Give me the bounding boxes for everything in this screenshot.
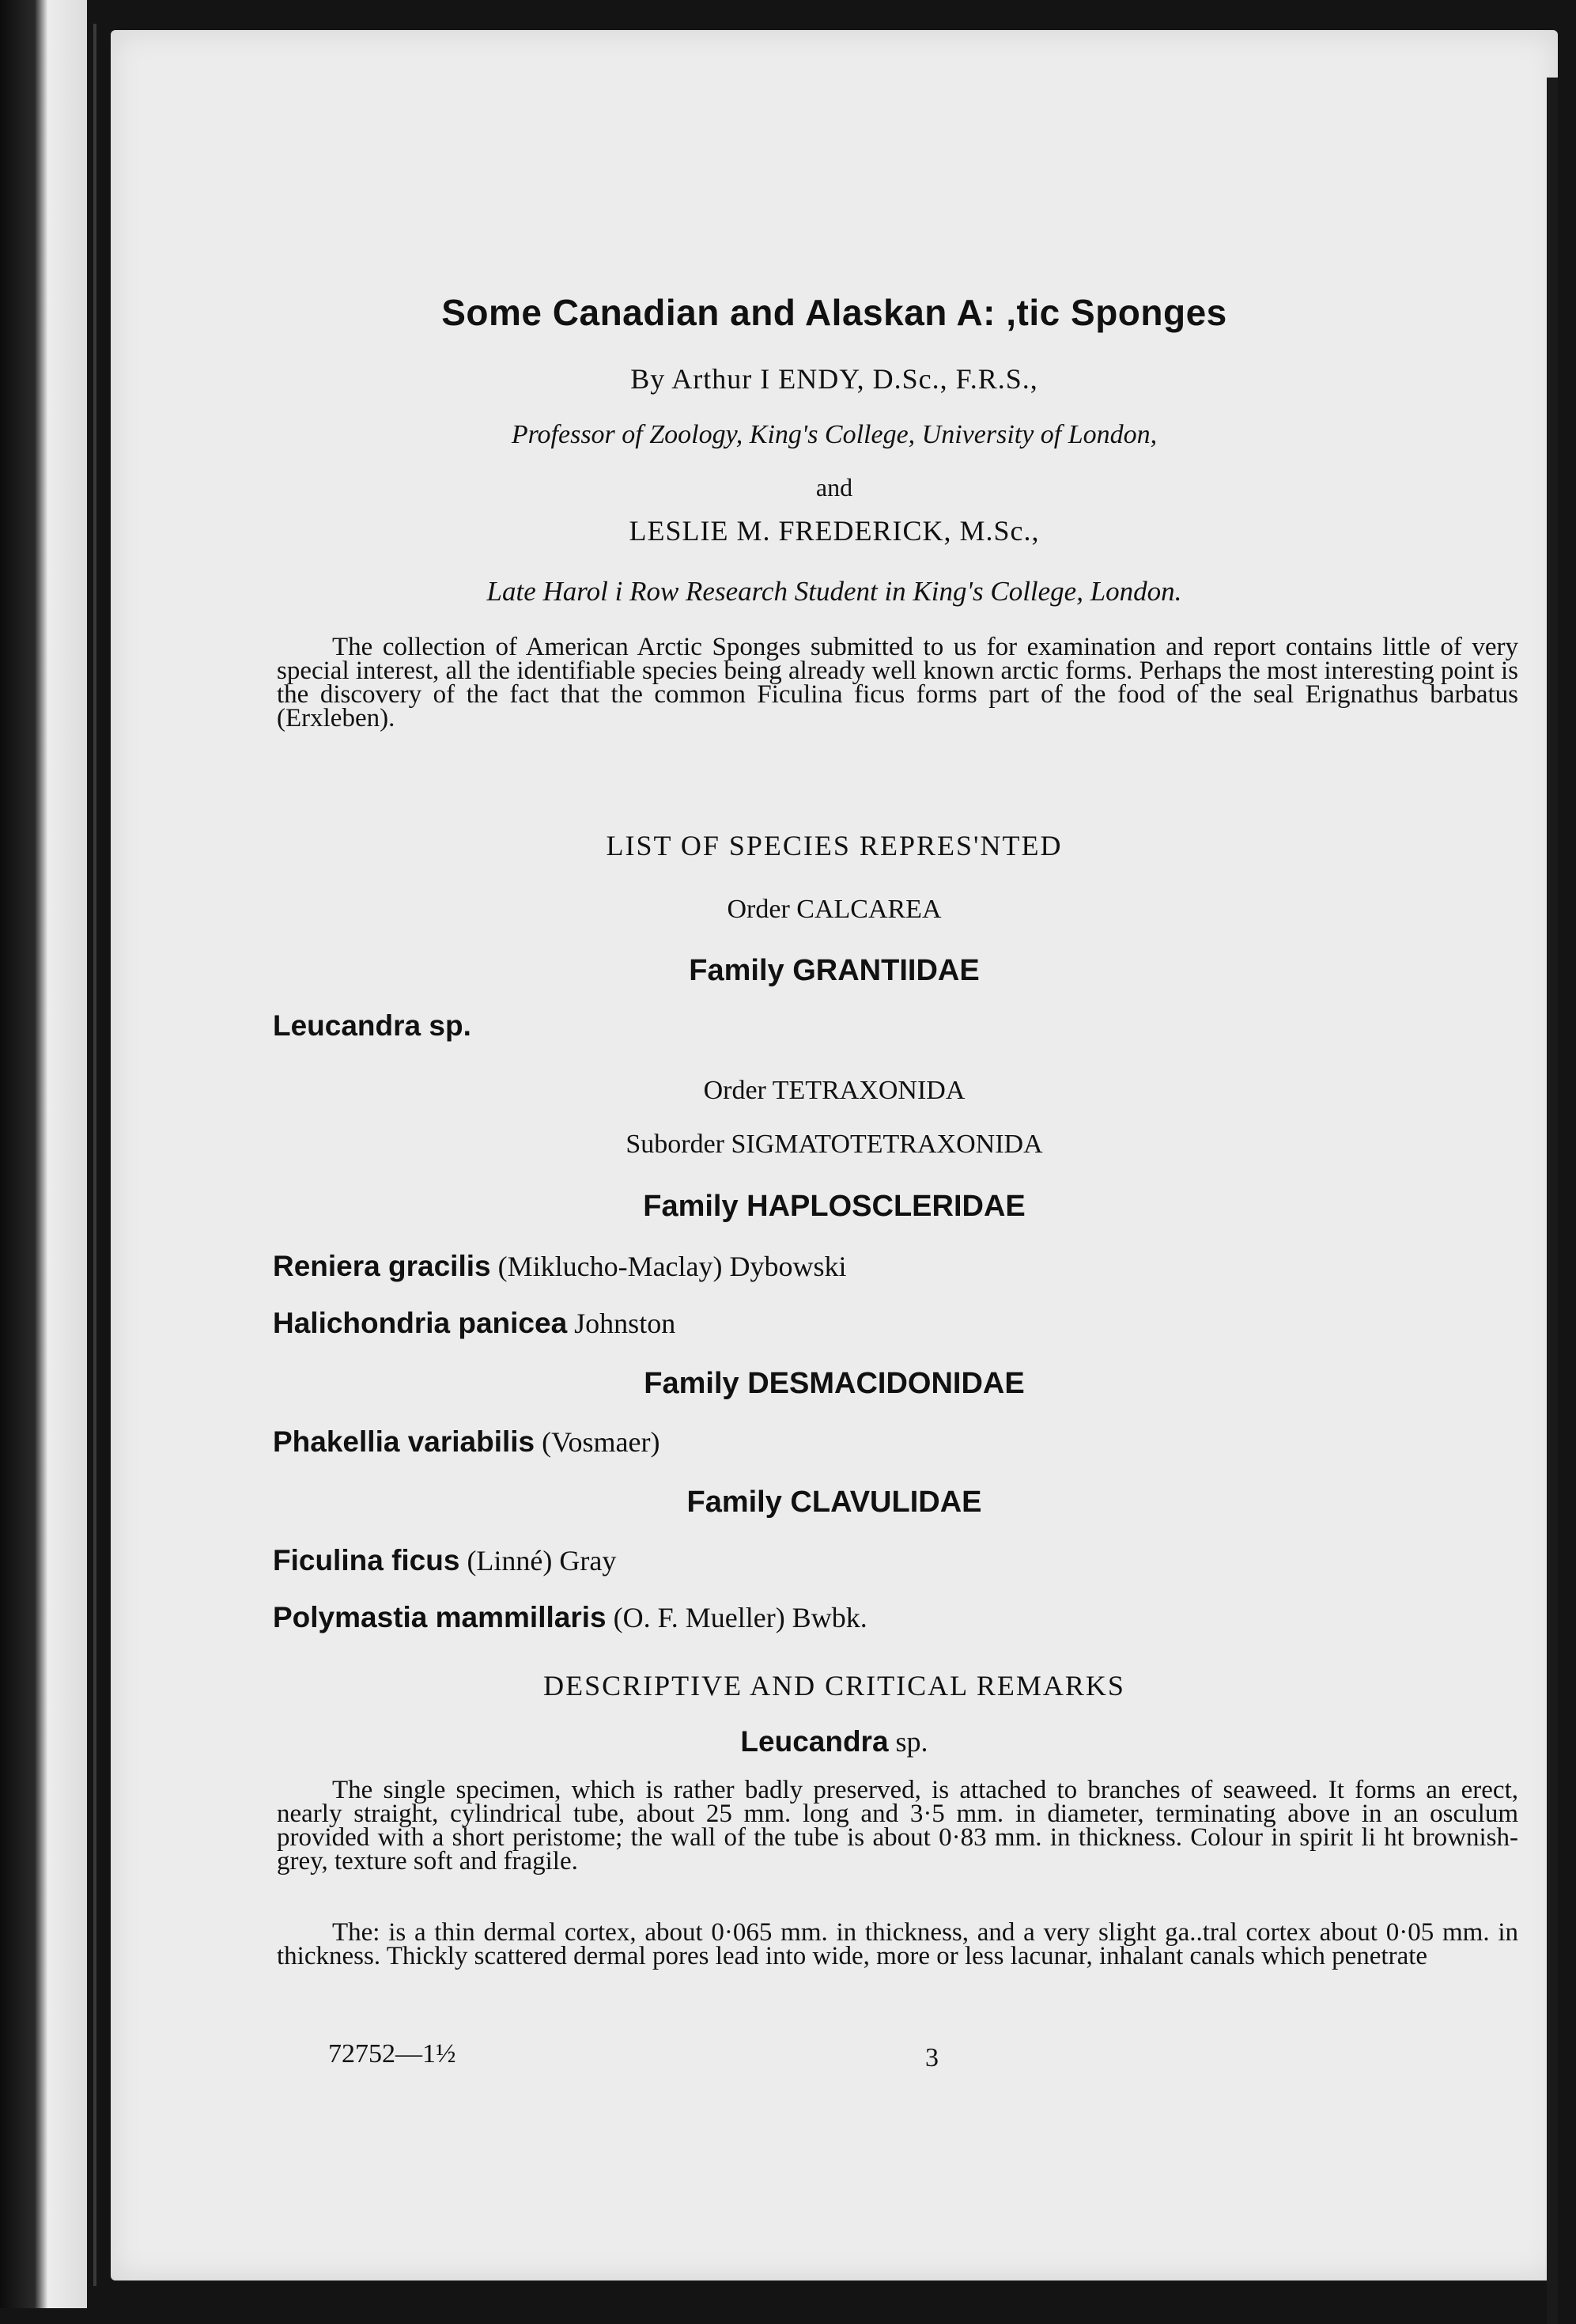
species-ficulina [273,1544,616,1577]
author-byline: By Arthur I ENDY, D.Sc., F.R.S., [630,363,1038,395]
species-name: Reniera gracilis [273,1250,491,1282]
subheading-suffix: sp. [895,1726,928,1758]
author-affiliation: Professor of Zoology, King's College, University of London, [511,420,1158,449]
print-code: 72752—1½ [328,2039,456,2069]
species-authority: (Linné) Gray [467,1545,617,1576]
left-scan-margin [0,0,87,2308]
document-page [111,30,1558,2280]
species-phakellia [273,1425,660,1459]
remarks-heading: DESCRIPTIVE AND CRITICAL REMARKS [543,1670,1125,1701]
species-name: Leucandra sp. [273,1009,471,1042]
page-number: 3 [925,2043,939,2072]
species-name: Ficulina ficus [273,1544,460,1576]
species-reniera [273,1250,847,1283]
second-author: LESLIE M. FREDERICK, M.Sc., [629,515,1040,547]
species-name: Polymastia mammillaris [273,1601,607,1633]
species-authority: (Vosmaer) [542,1426,660,1458]
species-authority: (Miklucho-Maclay) Dybowski [497,1251,847,1282]
intro-paragraph: The collection of American Arctic Sponges submitted to us for examination and report contains little of very special interest, all the identifiable species being already well known arctic forms. Perhaps the most interesting point is the discovery of the fact that the common Ficulina ficus forms part of the food of the seal Erignathus barbatus (Erxleben). [277,633,1518,732]
remarks-paragraph-2: The: is a thin dermal cortex, about 0·065 mm. in thickness, and a very slight ga..tral cortex about 0·05 mm. in thickness. Thickly scattered dermal pores lead into wide, more or less lacunar, inhalant canals which penetrate [277,1918,1518,1970]
species-authority: Johnston [574,1308,676,1339]
order-tetraxonida: Order TETRAXONIDA [703,1076,966,1105]
suborder-sigmatotetraxonida: Suborder SIGMATOTETRAXONIDA [625,1130,1043,1159]
species-list-heading: LIST OF SPECIES REPRES'NTED [606,830,1063,861]
order-calcarea: Order CALCAREA [727,895,942,924]
article-title: Some Canadian and Alaskan A: ,tic Sponges [441,292,1227,333]
second-author-affiliation: Late Harol i Row Research Student in King's College, London. [486,576,1182,607]
page-fold-line [93,24,96,2286]
species-name: Halichondria panicea [273,1307,568,1339]
leucandra-subheading [111,1725,1558,1758]
family-clavulidae: Family CLAVULIDAE [686,1486,982,1519]
species-halichondria [273,1307,675,1340]
family-haplocleridae: Family HAPLOSCLERIDAE [643,1190,1026,1223]
remarks-paragraph-1: The single specimen, which is rather badly preserved, is attached to branches of seaweed. It forms an erect, nearly straight, cylindrical tube, about 25 mm. long and 3·5 mm. in diameter, terminating above in an osculum provided with a short peristome; the wall of the tube is about 0·83 mm. in thickness. Colour in spirit li ht brownish-grey, texture soft and fragile. [277,1776,1518,1875]
family-desmacidonidae: Family DESMACIDONIDAE [644,1367,1025,1400]
conjunction: and [815,473,853,502]
species-authority: (O. F. Mueller) Bwbk. [613,1602,867,1633]
subheading-genus: Leucandra [740,1725,889,1758]
family-grantiidae: Family GRANTIIDAE [689,954,980,987]
species-name: Phakellia variabilis [273,1425,535,1458]
species-polymastia [273,1601,867,1634]
species-leucandra [273,1009,471,1043]
